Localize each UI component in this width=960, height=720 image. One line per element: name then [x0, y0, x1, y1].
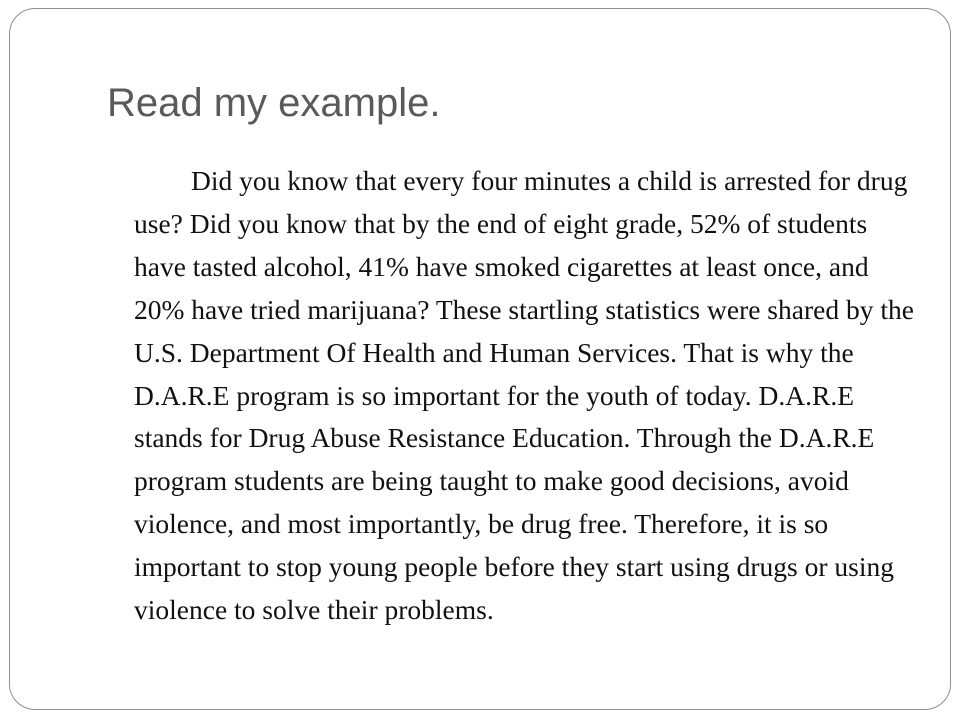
- example-paragraph: Did you know that every four minutes a child is arrested for drug use? Did you know that by the end of eight grade, 52% of students have tasted alcohol, 41% have smoked cigarettes at least once, and 20% have tried marijuana? These startling statistics were shared by the U.S. Department Of Health and Human Services. That is why the D.A.R.E program is so important for the youth of today. D.A.R.E stands for Drug Abuse Resistance Education. Through the D.A.R.E program students are being taught to make good decisions, avoid violence, and most importantly, be drug free. Therefore, it is so important to stop young people before they start using drugs or using violence to solve their problems.: [134, 165, 914, 626]
- slide-title: Read my example.: [107, 81, 441, 125]
